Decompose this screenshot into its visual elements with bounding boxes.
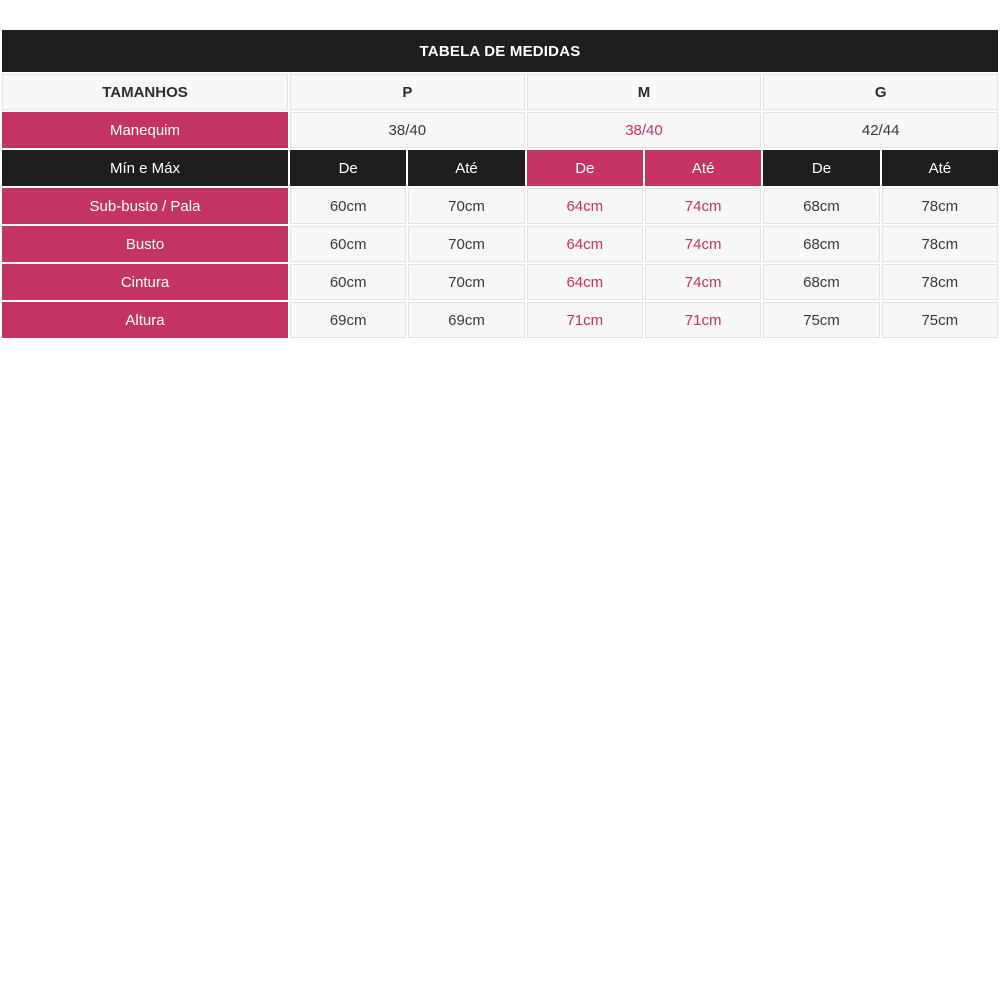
measurement-value: 74cm xyxy=(645,264,761,300)
mannequin-row-label: Manequim xyxy=(2,112,288,148)
range-to-p: Até xyxy=(408,150,524,186)
measurement-label: Busto xyxy=(2,226,288,262)
size-header-g: G xyxy=(763,74,998,110)
measurement-value: 70cm xyxy=(408,264,524,300)
range-to-m: Até xyxy=(645,150,761,186)
measurement-row-busto xyxy=(2,226,998,262)
measurement-value: 68cm xyxy=(763,188,879,224)
measurement-value: 68cm xyxy=(763,226,879,262)
range-to-g: Até xyxy=(882,150,998,186)
size-header-p: P xyxy=(290,74,525,110)
measurement-value: 78cm xyxy=(882,188,998,224)
measurement-label: Sub-busto / Pala xyxy=(2,188,288,224)
measurement-row-altura xyxy=(2,302,998,338)
measurement-value: 69cm xyxy=(290,302,406,338)
measurement-value: 78cm xyxy=(882,264,998,300)
measurement-value: 75cm xyxy=(763,302,879,338)
sizes-row xyxy=(2,74,998,110)
measurement-label: Altura xyxy=(2,302,288,338)
measurement-value: 60cm xyxy=(290,226,406,262)
size-header-m: M xyxy=(527,74,762,110)
range-from-p: De xyxy=(290,150,406,186)
measurement-value: 69cm xyxy=(408,302,524,338)
sizes-row-label: TAMANHOS xyxy=(2,74,288,110)
measurement-value: 71cm xyxy=(527,302,643,338)
measurement-value: 68cm xyxy=(763,264,879,300)
measurement-value: 60cm xyxy=(290,264,406,300)
title-row xyxy=(2,30,998,72)
mannequin-value-p: 38/40 xyxy=(290,112,525,148)
size-chart-table xyxy=(0,28,1000,340)
measurement-value: 64cm xyxy=(527,188,643,224)
range-row-label: Mín e Máx xyxy=(2,150,288,186)
measurement-value: 78cm xyxy=(882,226,998,262)
measurement-value: 71cm xyxy=(645,302,761,338)
measurement-value: 64cm xyxy=(527,264,643,300)
measurement-value: 64cm xyxy=(527,226,643,262)
table-title: TABELA DE MEDIDAS xyxy=(2,30,998,72)
mannequin-value-g: 42/44 xyxy=(763,112,998,148)
measurement-value: 60cm xyxy=(290,188,406,224)
measurement-label: Cintura xyxy=(2,264,288,300)
range-row xyxy=(2,150,998,186)
measurement-row-cintura xyxy=(2,264,998,300)
measurement-row-sub-busto xyxy=(2,188,998,224)
measurement-value: 75cm xyxy=(882,302,998,338)
mannequin-value-m: 38/40 xyxy=(527,112,762,148)
mannequin-row xyxy=(2,112,998,148)
measurement-value: 70cm xyxy=(408,188,524,224)
measurement-value: 74cm xyxy=(645,226,761,262)
range-from-g: De xyxy=(763,150,879,186)
measurement-value: 74cm xyxy=(645,188,761,224)
range-from-m: De xyxy=(527,150,643,186)
measurement-value: 70cm xyxy=(408,226,524,262)
